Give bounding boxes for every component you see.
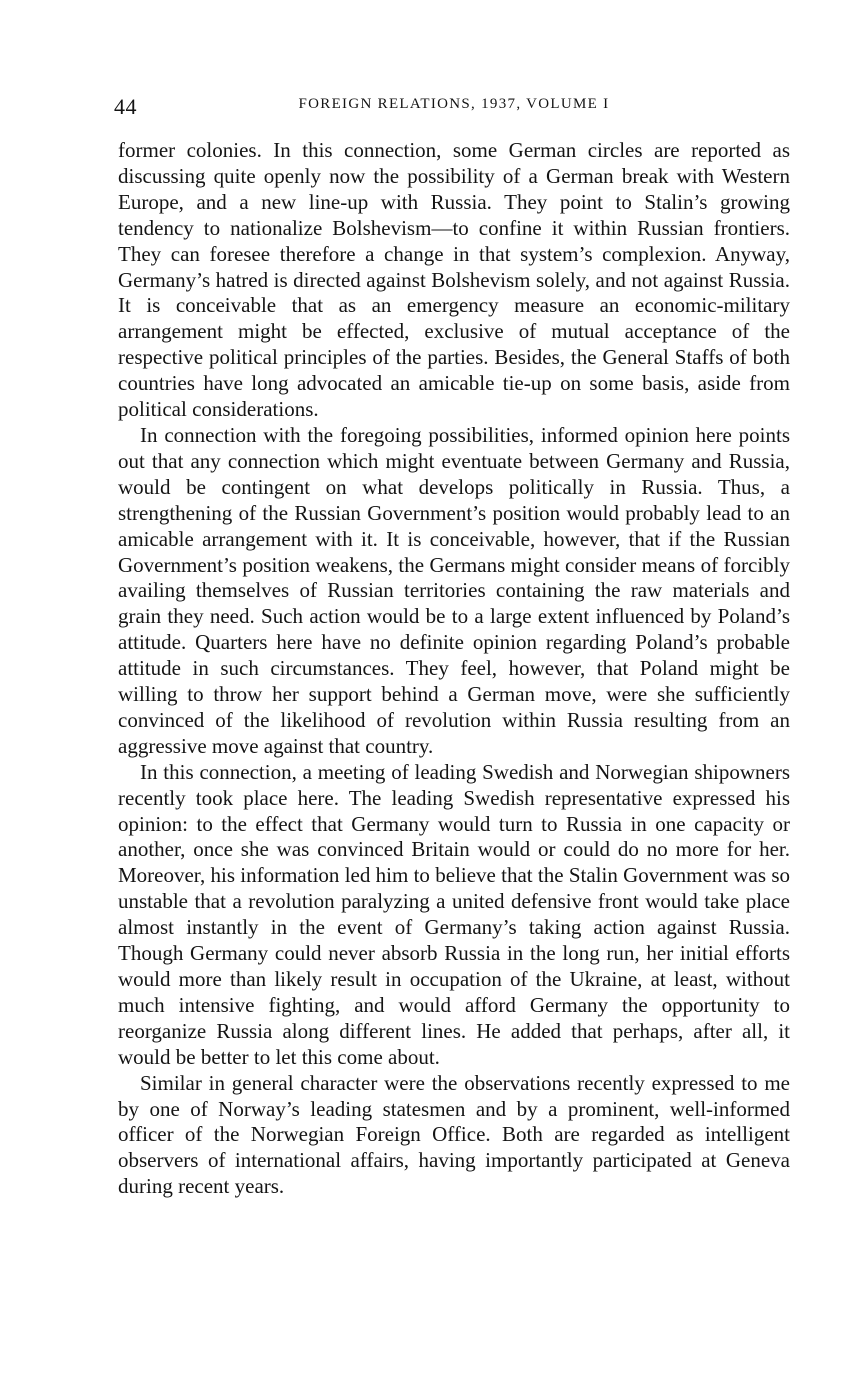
paragraph-shipowners-meeting: In this connection, a meeting of leading Swedish and Norwegian shipowners recently took place here. The leading Swedish representative expressed his opinion: to the effect that Germany would turn to Russia in one capacity or another, once she was convinced Britain would or could do no more for her. Moreover, his information led him to believe that the Stalin Government was so unstable that a revolution paralyzing a united defensive front would take place almost instantly in the event of Germany’s taking action against Russia. Though Germany could never absorb Russia in the long run, her initial efforts would more than likely result in occupation of the Ukraine, at least, without much intensive fighting, and would afford Germany the opportunity to reorganize Russia along different lines. He added that perhaps, after all, it would be better to let this come about.	[118, 759, 790, 1069]
paragraph-continued: former colonies. In this connection, some German circles are reported as discussing quite openly now the possibility of a German break with Western Europe, and a new line-up with Russia. They point to Stalin’s growing tendency to nationalize Bolshevism—to confine it within Russian frontiers. They can foresee therefore a change in that system’s complexion. Anyway, Germany’s hatred is directed against Bolshevism solely, and not against Russia. It is conceivable that as an emergency measure an economic-military arrangement might be effected, exclusive of mutual acceptance of the respective political principles of the parties. Besides, the General Staffs of both countries have long advocated an amicable tie-up on some basis, aside from political considerations.	[118, 138, 790, 422]
paragraph-norway-observations: Similar in general character were the observations recently expressed to me by one of Norway’s leading statesmen and by a prominent, well-informed officer of the Norwegian Foreign Office. Both are regarded as intelligent observers of international affairs, having importantly participated at Geneva during recent years.	[118, 1070, 790, 1199]
running-header	[114, 88, 790, 124]
running-title: FOREIGN RELATIONS, 1937, VOLUME I	[298, 96, 610, 112]
page-number: 44	[114, 94, 137, 119]
paragraph-german-russian-connection: In connection with the foregoing possibilities, informed opinion here points out that any connection which might eventuate between Germany and Russia, would be contingent on what develops politically in Russia. Thus, a strengthening of the Russian Government’s position would probably lead to an amicable arrangement with it. It is conceivable, however, that if the Russian Government’s position weakens, the Germans might consider means of forcibly availing themselves of Russian territories containing the raw materials and grain they need. Such action would be to a large extent influenced by Poland’s attitude. Quarters here have no definite opinion regarding Poland’s probable attitude in such circumstances. They feel, however, that Poland might be willing to throw her support behind a German move, were she sufficiently convinced of the likelihood of revolution within Russia resulting from an aggressive move against that country.	[118, 422, 790, 758]
document-page	[114, 88, 790, 1200]
body-text	[118, 138, 790, 1200]
